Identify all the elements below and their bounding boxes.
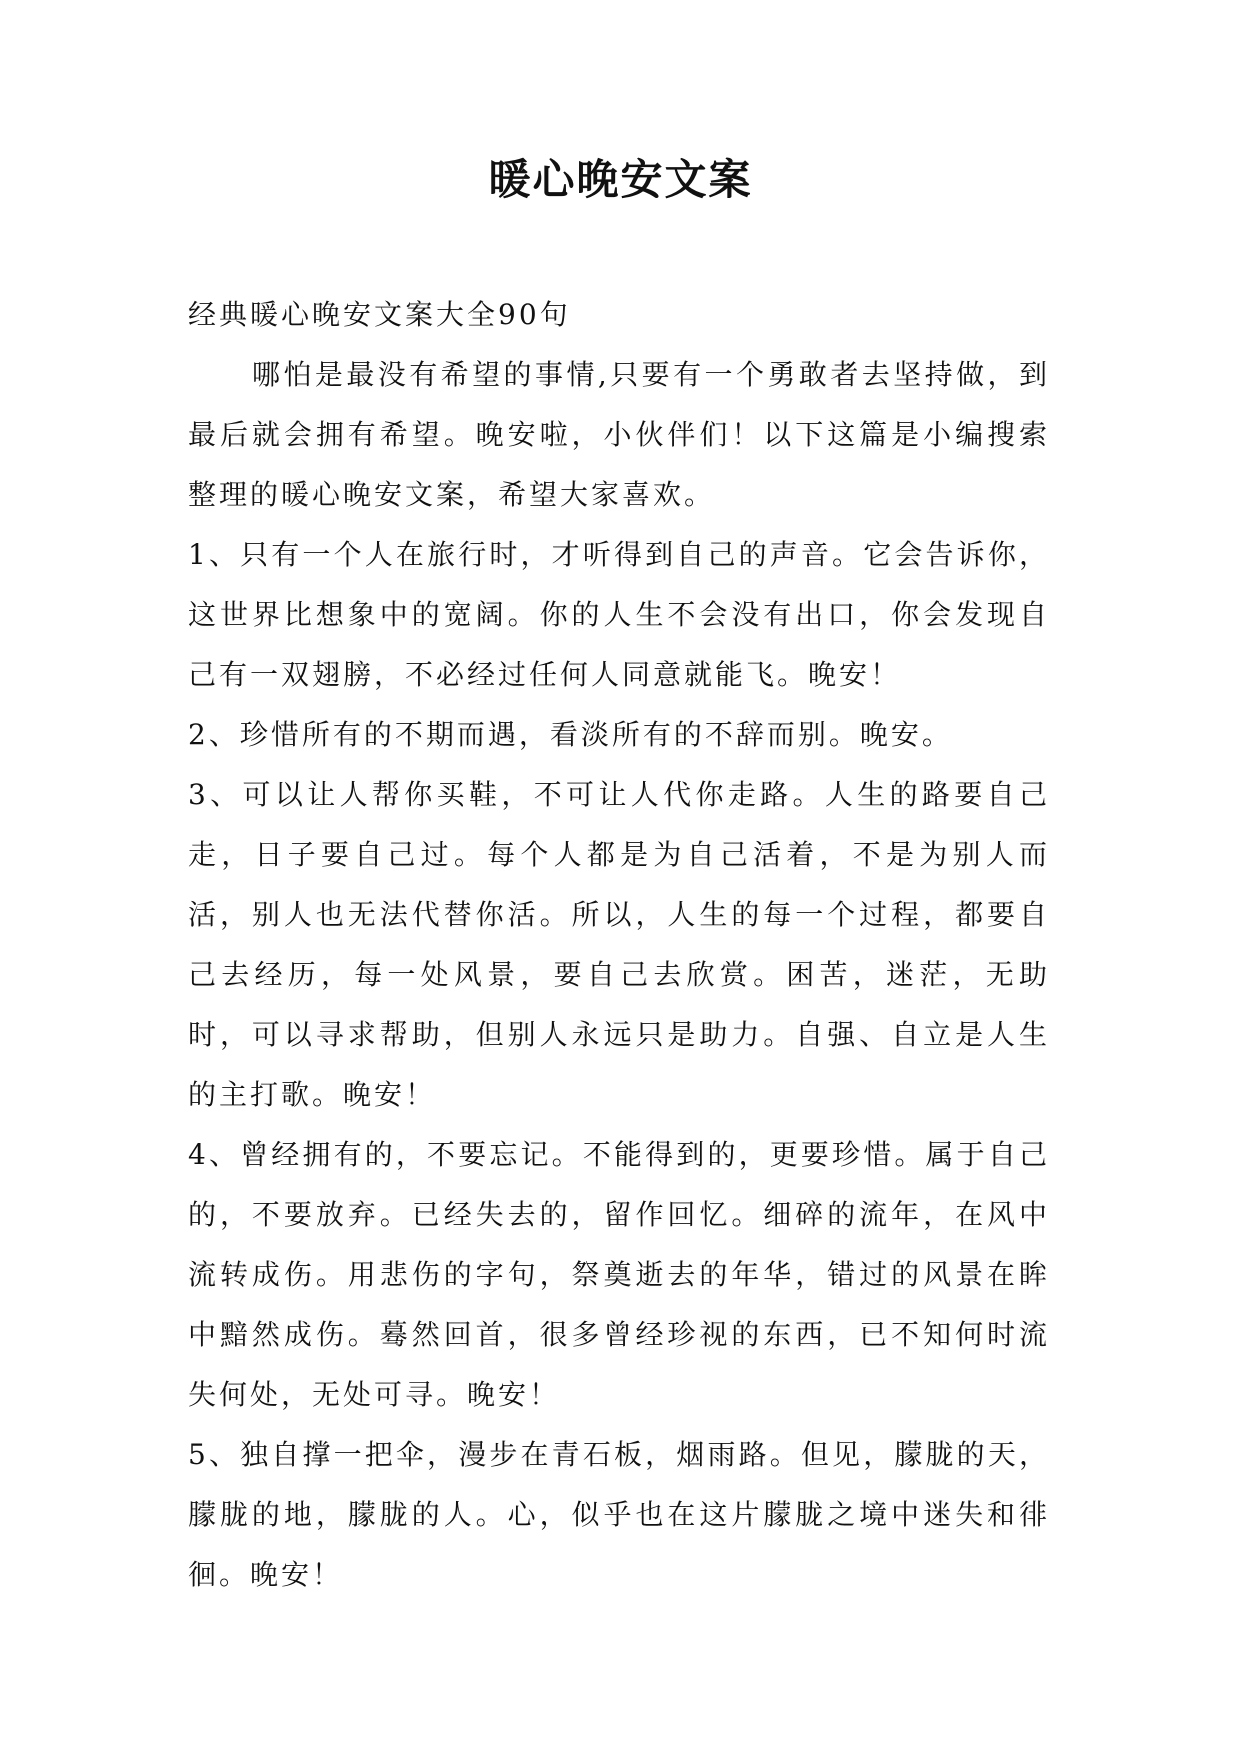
intro-paragraph: 哪怕是最没有希望的事情,只要有一个勇敢者去坚持做，到最后就会拥有希望。晚安啦，小伙伴们！以下这篇是小编搜索整理的暖心晚安文案，希望大家喜欢。 — [188, 358, 1050, 511]
document-subtitle: 经典暖心晚安文案大全90句 — [188, 298, 571, 331]
quote-item-5: 5、独自撑一把伞，漫步在青石板，烟雨路。但见，朦胧的天，朦胧的地，朦胧的人。心，似乎也在这片朦胧之境中迷失和徘徊。晚安！ — [188, 1438, 1050, 1591]
document-title: 暖心晚安文案 — [488, 155, 753, 204]
quote-item-2: 2、珍惜所有的不期而遇，看淡所有的不辞而别。晚安。 — [188, 718, 953, 751]
quote-item-1: 1、只有一个人在旅行时，才听得到自己的声音。它会告诉你，这世界比想象中的宽阔。你的人生不会没有出口，你会发现自己有一双翅膀，不必经过任何人同意就能飞。晚安！ — [188, 538, 1050, 691]
document-body — [188, 285, 1050, 1605]
quote-item-3: 3、可以让人帮你买鞋，不可让人代你走路。人生的路要自己走，日子要自己过。每个人都是为自己活着，不是为别人而活，别人也无法代替你活。所以，人生的每一个过程，都要自己去经历，每一处风景，要自己去欣赏。困苦，迷茫，无助时，可以寻求帮助，但别人永远只是助力。自强、自立是人生的主打歌。晚安！ — [188, 778, 1050, 1111]
quote-item-4: 4、曾经拥有的，不要忘记。不能得到的，更要珍惜。属于自己的，不要放弃。已经失去的，留作回忆。细碎的流年，在风中流转成伤。用悲伤的字句，祭奠逝去的年华，错过的风景在眸中黯然成伤。蓦然回首，很多曾经珍视的东西，已不知何时流失何处，无处可寻。晚安！ — [188, 1138, 1050, 1411]
